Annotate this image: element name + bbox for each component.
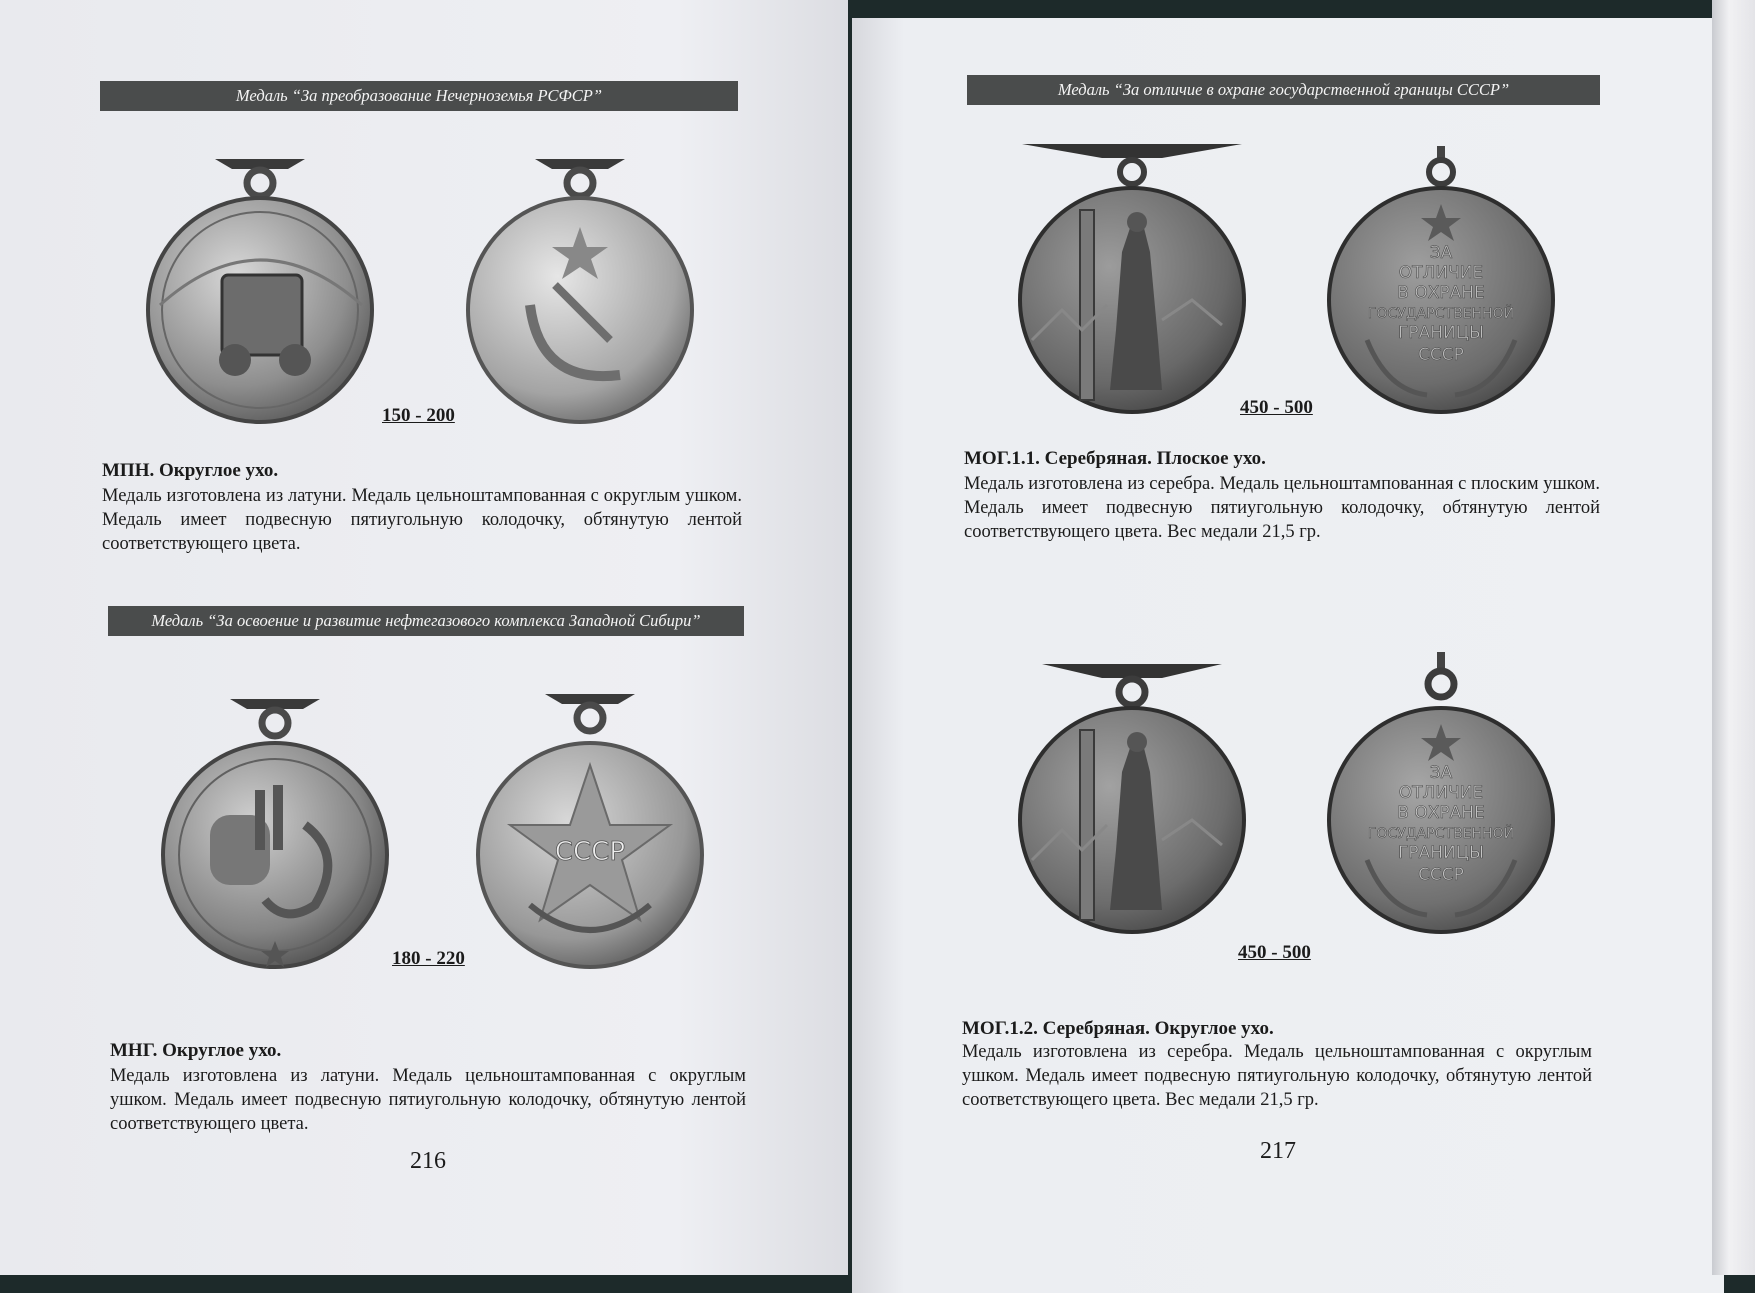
inscription-line: СССР [1418, 865, 1464, 885]
heading-mog11: МОГ.1.1. Серебряная. Плоское ухо. [964, 448, 1266, 469]
inscription-line: В ОХРАНЕ [1397, 283, 1485, 303]
medal-mpn-obverse [140, 155, 380, 430]
description-mng: Медаль изготовлена из латуни. Медаль цельноштампованная с округлым ушком. Медаль имеет подвесную пятиугольную колодочку, обтянутую лентой соответствующего цвета. [110, 1066, 746, 1134]
description-mog11: Медаль изготовлена из серебра. Медаль цельноштампованная с плоским ушком. Медаль имеет подвесную пятиугольную колодочку, обтянутую лентой соответствующего цвета. Вес медали 21,5 гр. [964, 474, 1600, 542]
medal-mog11-reverse [1327, 140, 1567, 435]
inscription-line: ГОСУДАРСТВЕННОЙ [1367, 826, 1515, 842]
heading-mpn: МПН. Округлое ухо. [102, 460, 279, 481]
price-mpn: 150 - 200 [382, 405, 455, 426]
banner-text: Медаль “За преобразование Нечерноземья РСФСР” [235, 86, 603, 105]
inscription-line: ЗА [1429, 763, 1453, 783]
heading-mng: МНГ. Округлое ухо. [110, 1040, 282, 1061]
section-banner-mpn [100, 81, 738, 111]
inscription-line: ГОСУДАРСТВЕННОЙ [1367, 306, 1515, 322]
book-edge [1712, 0, 1755, 1275]
inscription-line: ОТЛИЧИЕ [1398, 783, 1484, 803]
inscription-line: ГРАНИЦЫ [1398, 323, 1484, 343]
medal-mog12-obverse [1012, 660, 1252, 955]
inscription-line: ГРАНИЦЫ [1398, 843, 1484, 863]
price-mog12: 450 - 500 [1238, 942, 1311, 963]
banner-text: Медаль “За отличие в охране государственной границы СССР” [1057, 80, 1510, 99]
inscription-line: ЗА [1429, 243, 1453, 263]
medal-mog11-obverse [1012, 140, 1252, 435]
description-mpn: Медаль изготовлена из латуни. Медаль цельноштампованная с округлым ушком. Медаль имеет подвесную пятиугольную колодочку, обтянутую лентой соответствующего цвета. [102, 486, 742, 554]
inscription-line: ОТЛИЧИЕ [1398, 263, 1484, 283]
description-mog12: Медаль изготовлена из серебра. Медаль цельноштампованная с округлым ушком. Медаль имеет подвесную пятиугольную колодочку, обтянутую лентой соответствующего цвета. Вес медали 21,5 гр. [962, 1042, 1592, 1110]
section-banner-mog [967, 75, 1600, 105]
price-mng: 180 - 220 [392, 948, 465, 969]
page-number-left: 216 [410, 1148, 446, 1174]
medal-mog12-reverse [1327, 650, 1567, 955]
price-mog11: 450 - 500 [1240, 397, 1313, 418]
medal-mng-obverse [155, 695, 395, 980]
left-page [0, 0, 848, 1275]
page-number-right: 217 [1260, 1138, 1296, 1164]
medal-mpn-reverse [460, 155, 700, 430]
banner-text: Медаль “За освоение и развитие нефтегазового комплекса Западной Сибири” [151, 611, 701, 630]
medal-mng-reverse [470, 690, 710, 975]
inscription-line: В ОХРАНЕ [1397, 803, 1485, 823]
section-banner-mng [108, 606, 744, 636]
heading-mog12: МОГ.1.2. Серебряная. Округлое ухо. [962, 1018, 1274, 1039]
inscription-line: СССР [1418, 345, 1464, 365]
right-page [852, 18, 1724, 1293]
medal-mng-reverse-text: СССР [554, 837, 626, 867]
